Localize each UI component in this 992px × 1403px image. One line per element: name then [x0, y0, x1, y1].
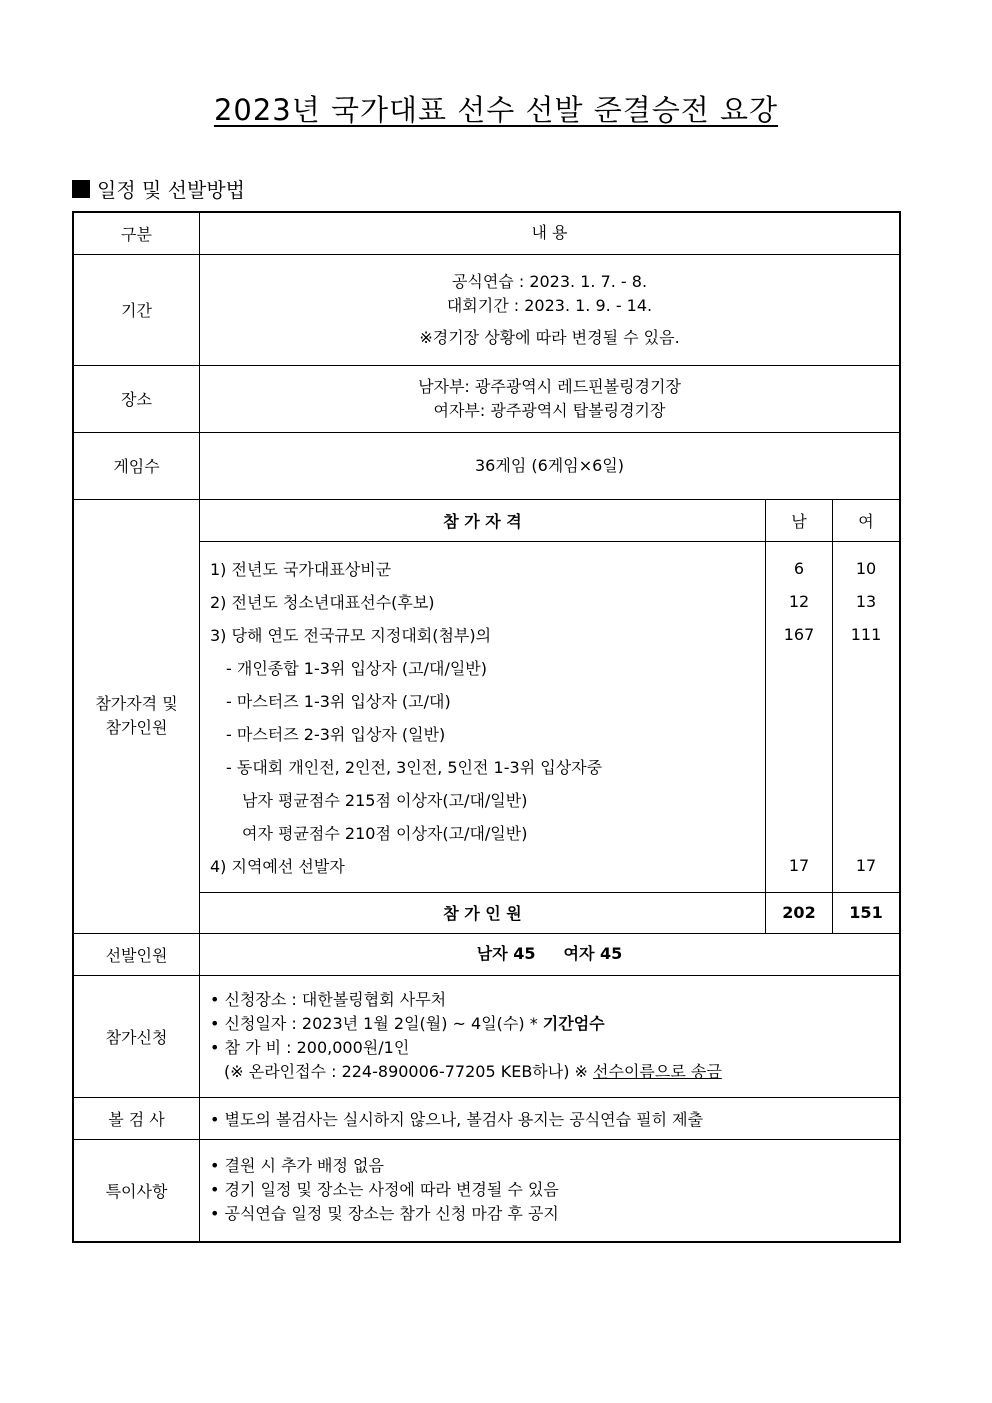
male-col-header: 남 — [766, 500, 833, 542]
application-row — [73, 975, 900, 1097]
notes-row — [73, 1139, 900, 1242]
female-count: 111 — [850, 624, 882, 644]
application-label: 참가신청 — [73, 975, 200, 1097]
selection-male: 남자 45 — [476, 944, 536, 963]
application-date-text: • 신청일자 : 2023년 1월 2일(월) ~ 4일(수) * — [210, 1014, 543, 1033]
male-count: 6 — [766, 552, 833, 585]
female-count — [833, 651, 900, 684]
qualification-col-header: 참 가 자 격 — [200, 500, 766, 542]
female-col-header: 여 — [833, 500, 900, 542]
period-content — [200, 254, 901, 365]
male-count — [766, 750, 833, 783]
selection-female: 여자 45 — [563, 944, 623, 963]
venue-label: 장소 — [73, 365, 200, 432]
male-count — [766, 816, 833, 849]
qualification-text: 1) 전년도 국가대표상비군 — [200, 552, 766, 585]
application-place: • 신청장소 : 대한볼링협회 사무처 — [210, 990, 447, 1009]
total-female: 151 — [833, 892, 900, 933]
qualification-text: 2) 전년도 청소년대표선수(후보) — [200, 585, 766, 618]
qualification-text — [200, 816, 766, 849]
application-date-emphasis: 기간엄수 — [542, 1014, 605, 1033]
qualification-text — [200, 750, 766, 783]
notes-content — [200, 1139, 901, 1242]
female-count: 10 — [855, 558, 877, 578]
application-content — [200, 975, 901, 1097]
section-heading: 일정 및 선발방법 — [72, 174, 245, 203]
application-fee: • 참 가 비 : 200,000원/1인 — [210, 1038, 410, 1057]
page-title: 2023년 국가대표 선수 선발 준결승전 요강 — [213, 93, 779, 127]
period-row — [73, 254, 900, 365]
venue-row — [73, 365, 900, 432]
male-count: 17 — [766, 849, 833, 882]
qualification-text — [200, 783, 766, 816]
qualification-label — [73, 499, 200, 933]
male-count — [766, 684, 833, 717]
selection-label: 선발인원 — [73, 933, 200, 975]
qualification-table — [200, 500, 899, 933]
female-count — [833, 750, 900, 783]
table-row — [200, 750, 899, 783]
female-count — [833, 816, 900, 849]
male-count — [766, 651, 833, 684]
application-account — [210, 1060, 899, 1084]
table-row — [200, 717, 899, 750]
table-row — [200, 816, 899, 849]
application-account-emphasis: 선수이름으로 송금 — [593, 1062, 722, 1081]
period-note: ※경기장 상황에 따라 변경될 수 있음. — [419, 327, 680, 347]
qualification-text — [200, 717, 766, 750]
qualification-subitem: - 동대회 개인전, 2인전, 3인전, 5인전 1-3위 입상자중 — [226, 757, 603, 777]
qualification-row — [73, 499, 900, 933]
selection-content — [200, 933, 901, 975]
male-count — [766, 717, 833, 750]
female-count: 17 — [855, 855, 877, 875]
header-content: 내 용 — [200, 212, 901, 254]
qualification-subitem: 남자 평균점수 215점 이상자(고/대/일반) — [242, 790, 528, 810]
practice-period: 공식연습 : 2023. 1. 7. - 8. — [451, 271, 648, 291]
qualification-label-line1: 참가자격 및 — [95, 694, 178, 713]
ball-check-label: 볼 검 사 — [73, 1097, 200, 1139]
table-row — [200, 651, 899, 684]
qualification-subitem: 여자 평균점수 210점 이상자(고/대/일반) — [242, 823, 528, 843]
female-count — [833, 783, 900, 816]
table-row — [200, 684, 899, 717]
qualification-total-row — [200, 892, 899, 933]
application-account-text: (※ 온라인접수 : 224-890006-77205 KEB하나) ※ — [224, 1062, 594, 1081]
qualification-subitem: - 개인종합 1-3위 입상자 (고/대/일반) — [226, 658, 487, 678]
selection-row — [73, 933, 900, 975]
games-label: 게임수 — [73, 432, 200, 499]
qualification-content — [200, 499, 901, 933]
venue-men: 남자부: 광주광역시 레드핀볼링경기장 — [418, 376, 681, 396]
notes-label: 특이사항 — [73, 1139, 200, 1242]
qualification-text: 4) 지역예선 선발자 — [200, 849, 766, 882]
list-item: • 결원 시 추가 배정 없음 — [210, 1156, 384, 1176]
qualification-text: 3) 당해 연도 전국규모 지정대회(첨부)의 — [200, 618, 766, 651]
period-label: 기간 — [73, 254, 200, 365]
qualification-subitem: - 마스터즈 2-3위 입상자 (일반) — [226, 724, 446, 744]
schedule-table — [72, 211, 901, 1243]
competition-period: 대회기간 : 2023. 1. 9. - 14. — [446, 295, 653, 315]
ball-check-text: • 별도의 볼검사는 실시하지 않으나, 볼검사 용지는 공식연습 필히 제출 — [200, 1097, 901, 1139]
male-count: 12 — [766, 585, 833, 618]
black-square-icon — [72, 180, 90, 198]
qualification-text — [200, 684, 766, 717]
venue-women: 여자부: 광주광역시 탑볼링경기장 — [433, 400, 666, 420]
ball-check-row — [73, 1097, 900, 1139]
list-item: • 경기 일정 및 장소는 사정에 따라 변경될 수 있음 — [210, 1180, 559, 1200]
female-count: 13 — [855, 591, 877, 611]
spacer-row — [200, 541, 899, 552]
header-label: 구분 — [73, 212, 200, 254]
qualification-header-row — [200, 500, 899, 542]
table-row — [200, 849, 899, 882]
table-row — [200, 552, 899, 585]
male-count — [766, 783, 833, 816]
qualification-text — [200, 651, 766, 684]
total-male: 202 — [766, 892, 833, 933]
table-row — [200, 783, 899, 816]
table-row — [200, 618, 899, 651]
venue-content — [200, 365, 901, 432]
table-header-row — [73, 212, 900, 254]
spacer-row — [200, 882, 899, 893]
total-label: 참 가 인 원 — [200, 892, 766, 933]
qualification-subitem: - 마스터즈 1-3위 입상자 (고/대) — [226, 691, 451, 711]
female-count — [833, 717, 900, 750]
games-value: 36게임 (6게임×6일) — [200, 432, 901, 499]
table-row — [200, 585, 899, 618]
male-count: 167 — [766, 618, 833, 651]
application-date — [210, 1012, 899, 1036]
list-item: • 공식연습 일정 및 장소는 참가 신청 마감 후 공지 — [210, 1204, 559, 1224]
qualification-label-line2: 참가인원 — [105, 718, 168, 737]
female-count — [833, 684, 900, 717]
games-row — [73, 432, 900, 499]
